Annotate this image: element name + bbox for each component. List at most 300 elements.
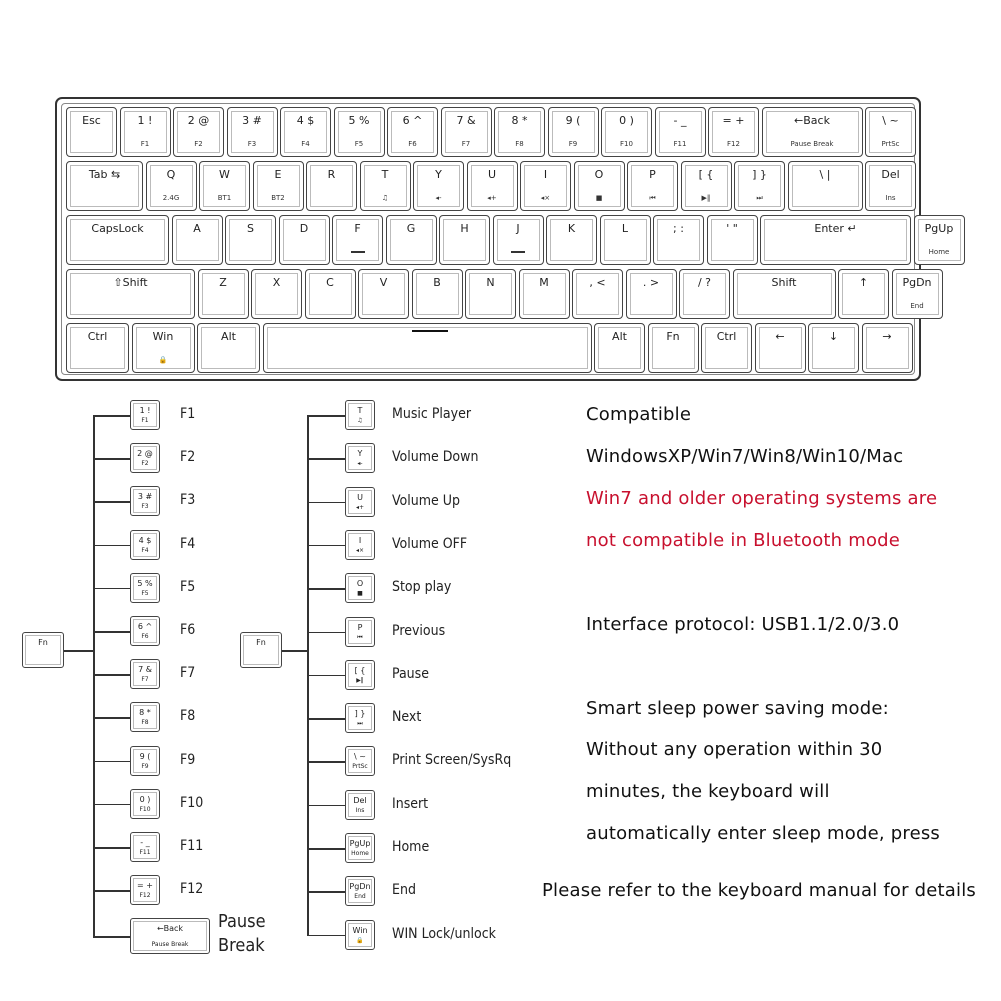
legend-key [345,660,375,690]
keyboard-key[interactable] [653,215,704,265]
legend-key-sublabel: ▶‖ [356,676,364,684]
legend-key [130,746,160,776]
keyboard-key[interactable] [808,323,859,373]
legend-key-label: 4 $ [138,535,152,545]
legend-key-sublabel: Home [351,850,369,857]
legend-key-label: 0 ) [139,794,151,804]
key-label: ] } [752,168,767,181]
legend-key [345,833,375,863]
connector-line [93,674,130,676]
legend-key-label: 1 ! [139,406,151,415]
legend-key-label: I [358,535,362,545]
keyboard-key[interactable] [755,323,806,373]
function-description: Print Screen/SysRq [392,752,512,769]
legend-key-label: O [356,579,364,589]
key-label: M [539,276,549,289]
legend-key-sublabel: F11 [139,849,151,856]
key-label: [ { [698,168,714,181]
legend-key-label: 3 # [137,492,153,502]
keyboard-key[interactable] [412,269,463,319]
legend-key-label: T [357,406,363,415]
key-label: → [882,330,892,343]
function-description: Volume Up [392,492,460,509]
keyboard-key[interactable] [762,107,863,157]
legend-key-sublabel: ⏭ [357,720,363,728]
legend-key [345,487,375,517]
key-label: 0 ) [619,114,634,127]
keyboard-key[interactable] [600,215,651,265]
sleep-mode-line3: minutes, the keyboard will [586,781,830,802]
keyboard-key[interactable] [465,269,516,319]
legend-key-sublabel: ◂+ [355,503,365,511]
legend-key [130,573,160,603]
connector-line [64,650,93,652]
keyboard-key[interactable] [627,161,678,211]
key-sublabel: End [910,302,924,310]
key-label: G [406,222,416,235]
keyboard-key[interactable] [280,107,331,157]
key-label: 1 ! [137,114,153,127]
key-label: U [487,168,497,181]
key-label: Y [435,168,442,181]
key-label: ' " [726,222,738,235]
fn-key-label: Fn [38,638,48,647]
legend-key-label: Del [353,795,367,805]
key-label: A [193,222,201,235]
key-sublabel: F12 [727,140,740,148]
sleep-mode-line2: Without any operation within 30 [586,739,883,760]
fn-key-label: Fn [256,638,266,647]
key-label: F [354,222,361,235]
key-sublabel: BT1 [217,194,232,202]
keyboard-key[interactable] [199,161,250,211]
keyboard-key[interactable] [251,269,302,319]
key-label: CapsLock [91,222,144,235]
key-sublabel: BT2 [271,194,285,202]
legend-key-label: 2 @ [137,449,153,459]
key-label: ←Back [794,114,830,127]
function-description: Home [392,839,430,855]
legend-key-sublabel: F5 [141,589,149,597]
keyboard-key[interactable] [865,161,916,211]
connector-line [307,848,345,850]
keyboard-key[interactable] [862,323,913,373]
legend-key-sublabel: PrtSc [352,763,368,771]
keyboard-key[interactable] [66,215,169,265]
keyboard-key[interactable] [548,107,599,157]
key-label: Alt [221,330,236,343]
key-sublabel: 🔒 [158,356,168,364]
legend-key [345,703,375,733]
key-label: C [326,276,334,289]
keyboard-key[interactable] [914,215,965,265]
legend-key-label: ←Back [156,924,184,934]
legend-key-label: PgDn [349,882,371,892]
keyboard-key[interactable] [734,161,785,211]
key-label: T [381,168,389,181]
key-label: Enter ↵ [814,222,857,235]
connector-line [307,805,345,807]
key-sublabel: F11 [673,140,687,148]
key-sublabel: F7 [461,140,471,148]
connector-line [93,545,130,547]
connector-line [93,717,130,719]
key-sublabel: ■ [595,194,603,202]
key-sublabel: F6 [408,140,417,148]
legend-key-label: = + [137,881,153,891]
keyboard-key[interactable] [467,161,518,211]
legend-key-sublabel: ◂- [357,460,363,468]
key-sublabel: F2 [194,140,203,148]
legend-key-sublabel: F12 [139,892,151,900]
key-label: Esc [82,114,101,127]
key-sublabel: ♫ [381,194,389,202]
key-label: Tab ⇆ [88,168,121,181]
key-label: N [486,276,495,289]
key-label: V [379,276,388,289]
connector-line [307,675,345,677]
keyboard-key[interactable] [892,269,943,319]
keyboard-key[interactable] [655,107,706,157]
connector-line [307,458,345,460]
fn-key [22,632,64,668]
keyboard-key[interactable] [332,215,383,265]
keyboard-key[interactable] [279,215,330,265]
function-description: Pause [392,665,429,682]
key-label: K [567,222,576,235]
home-row-bump [511,251,525,253]
function-description: F3 [180,492,196,509]
legend-key [130,832,160,862]
connector-line [307,545,345,547]
key-label: 2 @ [187,114,210,127]
keyboard-key[interactable] [494,107,545,157]
function-description: F12 [180,881,204,898]
connector-line [307,415,345,417]
keyboard-key[interactable] [574,161,625,211]
key-sublabel: F8 [515,140,524,148]
connector-line [93,588,130,590]
key-label: O [594,168,604,181]
keyboard-key[interactable] [146,161,197,211]
connector-line [93,458,130,460]
key-sublabel: Home [928,248,950,256]
function-description: Volume OFF [392,535,468,552]
keyboard-key[interactable] [120,107,171,157]
key-label: 5 % [348,114,370,127]
connector-line [93,501,130,503]
key-sublabel: Pause Break [790,140,834,148]
legend-key-sublabel: F8 [141,719,149,727]
connector-line [93,847,130,849]
keyboard-key[interactable] [679,269,730,319]
keyboard-key[interactable] [413,161,464,211]
connector-line [307,588,345,590]
legend-key-label: 7 & [138,665,152,675]
key-sublabel: 2.4G [162,194,180,202]
function-description: F5 [180,578,196,595]
key-sublabel: Ins [885,194,896,202]
function-description: Stop play [392,579,452,596]
compatible-title: Compatible [586,404,692,425]
function-description: F2 [180,449,196,466]
function-description: Pause Break [218,911,266,957]
legend-key-sublabel: F7 [141,676,149,684]
legend-key-label: \ ~ [354,752,366,762]
keyboard-key[interactable] [386,215,437,265]
connector-line [307,891,345,893]
legend-key-sublabel: Ins [355,806,365,814]
legend-key-sublabel: F6 [141,633,149,640]
key-label: = + [722,114,745,127]
keyboard-key[interactable] [441,107,492,157]
keyboard-key[interactable] [225,215,276,265]
keyboard-key[interactable] [387,107,438,157]
connector-line [93,415,130,417]
keyboard-key[interactable] [334,107,385,157]
key-label: Fn [666,330,680,343]
keyboard-key[interactable] [701,323,752,373]
connector-line [93,631,130,633]
legend-key-sublabel: F10 [139,805,151,813]
legend-key-label: 8 * [139,708,151,718]
legend-key-sublabel: F3 [141,503,149,511]
key-label: E [274,168,282,181]
keyboard-key[interactable] [572,269,623,319]
keyboard-key[interactable] [493,215,544,265]
key-label: W [219,168,230,181]
keyboard-key[interactable] [358,269,409,319]
key-label: Alt [612,330,627,343]
spacebar-mark [412,330,448,332]
legend-key [345,790,375,820]
key-label: ⇧Shift [113,276,148,289]
legend-key [130,659,160,689]
keyboard-key[interactable] [172,215,223,265]
key-label: / ? [697,276,712,289]
legend-key-sublabel: Pause Break [151,941,189,949]
connector-line [282,650,307,652]
legend-key [130,443,160,473]
legend-key-sublabel: End [354,893,366,901]
function-description: Volume Down [392,449,479,466]
keyboard-key[interactable] [132,323,195,373]
legend-key [130,789,160,819]
key-label: Win [152,330,174,343]
legend-key-sublabel: ♫ [357,417,363,424]
connector-line [93,804,130,806]
keyboard-key[interactable] [66,161,143,211]
key-label: Q [166,168,176,181]
keyboard-key[interactable] [197,323,260,373]
function-description: End [392,882,416,899]
key-label: I [543,168,548,181]
keyboard-key[interactable] [760,215,911,265]
legend-key-label: 9 ( [139,751,151,761]
function-description: Insert [392,795,429,812]
keyboard-key[interactable] [681,161,732,211]
key-label: PgUp [924,222,954,235]
key-label: 8 * [511,114,528,127]
function-description: F7 [180,665,196,682]
keyboard-key[interactable] [198,269,249,319]
legend-key [345,573,375,603]
key-label: 3 # [242,114,262,127]
legend-key-sublabel: F2 [141,460,149,468]
keyboard-key[interactable] [788,161,863,211]
key-label: D [299,222,309,235]
legend-key-label: - _ [140,838,150,847]
key-label: Z [219,276,227,289]
connector-line [93,761,130,763]
function-description: WIN Lock/unlock [392,925,496,942]
legend-key-sublabel: F4 [141,546,149,554]
key-sublabel: ⏭ [756,194,763,202]
function-description: F1 [180,406,196,422]
legend-key [345,530,375,560]
connector-line [307,502,345,504]
connector-line [307,632,345,634]
legend-key-label: ] } [354,709,366,719]
legend-key-label: U [357,492,363,502]
legend-key [345,920,375,950]
legend-key-label: P [357,622,363,632]
key-label: R [327,168,336,181]
key-label: 9 ( [565,114,581,127]
fn-key [240,632,282,668]
key-label: \ ~ [882,114,899,127]
legend-key-sublabel: ■ [357,590,363,598]
keyboard-key[interactable] [865,107,916,157]
connector-line [93,936,130,938]
legend-key-sublabel: F1 [141,417,149,424]
keyboard-key[interactable] [838,269,889,319]
legend-key-label: Y [357,449,363,459]
function-description: F9 [180,751,196,768]
function-description: F8 [180,708,196,725]
compatible-os: WindowsXP/Win7/Win8/Win10/Mac [586,446,904,467]
key-label: ; : [673,222,684,235]
keyboard-key[interactable] [648,323,699,373]
key-label: \ | [819,168,831,181]
keyboard-key[interactable] [66,107,117,157]
key-label: PgDn [902,276,932,289]
key-label: . > [642,276,660,289]
sleep-mode-line1: Smart sleep power saving mode: [586,698,889,719]
legend-key [130,702,160,732]
keyboard-key[interactable] [173,107,224,157]
key-sublabel: PrtSc [881,140,900,148]
key-sublabel: F4 [301,140,310,148]
legend-key-label: Win [352,925,368,935]
legend-key [345,400,375,430]
keyboard-key[interactable] [546,215,597,265]
key-label: Ctrl [87,330,108,343]
legend-key [345,617,375,647]
keyboard-key[interactable] [305,269,356,319]
manual-note: Please refer to the keyboard manual for details [542,880,976,901]
legend-key [130,486,160,516]
keyboard-key[interactable] [519,269,570,319]
legend-key [345,443,375,473]
keyboard-key[interactable] [626,269,677,319]
function-description: F4 [180,535,196,552]
connector-line [93,890,130,892]
legend-key [130,616,160,646]
legend-key-label: 5 % [137,578,153,588]
keyboard-key[interactable] [520,161,571,211]
bluetooth-warning-line2: not compatible in Bluetooth mode [586,530,901,551]
key-label: Del [881,168,900,181]
keyboard-key[interactable] [733,269,836,319]
key-label: P [649,168,656,181]
interface-protocol: Interface protocol: USB1.1/2.0/3.0 [586,614,900,635]
key-sublabel: F5 [354,140,364,148]
keyboard-key[interactable] [439,215,490,265]
sleep-mode-line4: automatically enter sleep mode, press [586,823,940,844]
legend-key [345,746,375,776]
function-description: F6 [180,622,196,638]
keyboard-key[interactable] [708,107,759,157]
connector-line [307,935,345,937]
connector-trunk [93,415,95,936]
key-label: J [516,222,520,235]
key-label: ← [775,330,785,343]
legend-key [130,875,160,905]
key-sublabel: ⏮ [649,194,656,202]
key-label: Shift [771,276,797,289]
keyboard-key[interactable] [306,161,357,211]
legend-key-sublabel: 🔒 [356,936,364,944]
keyboard-key[interactable] [66,269,195,319]
key-label: X [272,276,281,289]
legend-key [130,400,160,430]
key-label: ↑ [858,276,869,289]
key-label: Ctrl [716,330,737,343]
keyboard-key[interactable] [227,107,278,157]
key-sublabel: F1 [140,140,150,148]
key-label: , < [589,276,606,289]
key-label: L [621,222,629,235]
key-label: 4 $ [296,114,315,127]
key-label: 6 ^ [402,114,423,127]
key-sublabel: ◂× [540,194,551,202]
keyboard-key[interactable] [66,323,129,373]
function-description: Music Player [392,406,472,422]
legend-key [130,918,210,954]
function-description: Previous [392,622,446,639]
key-label: S [247,222,254,235]
keyboard-key[interactable] [253,161,304,211]
key-label: 7 & [456,114,476,127]
legend-key-sublabel: ⏮ [357,633,363,641]
connector-line [307,718,345,720]
legend-key-label: [ { [354,665,366,675]
keyboard-key[interactable] [594,323,645,373]
home-row-bump [351,251,365,253]
function-description: Next [392,709,422,726]
keyboard-key[interactable] [360,161,411,211]
connector-line [307,761,345,763]
keyboard-key[interactable] [601,107,652,157]
keyboard-key[interactable] [707,215,758,265]
key-label: - _ [673,114,687,127]
legend-key-sublabel: ◂× [355,546,365,554]
key-sublabel: F10 [620,140,633,148]
legend-key [130,530,160,560]
key-sublabel: F3 [247,140,257,148]
legend-key [345,876,375,906]
